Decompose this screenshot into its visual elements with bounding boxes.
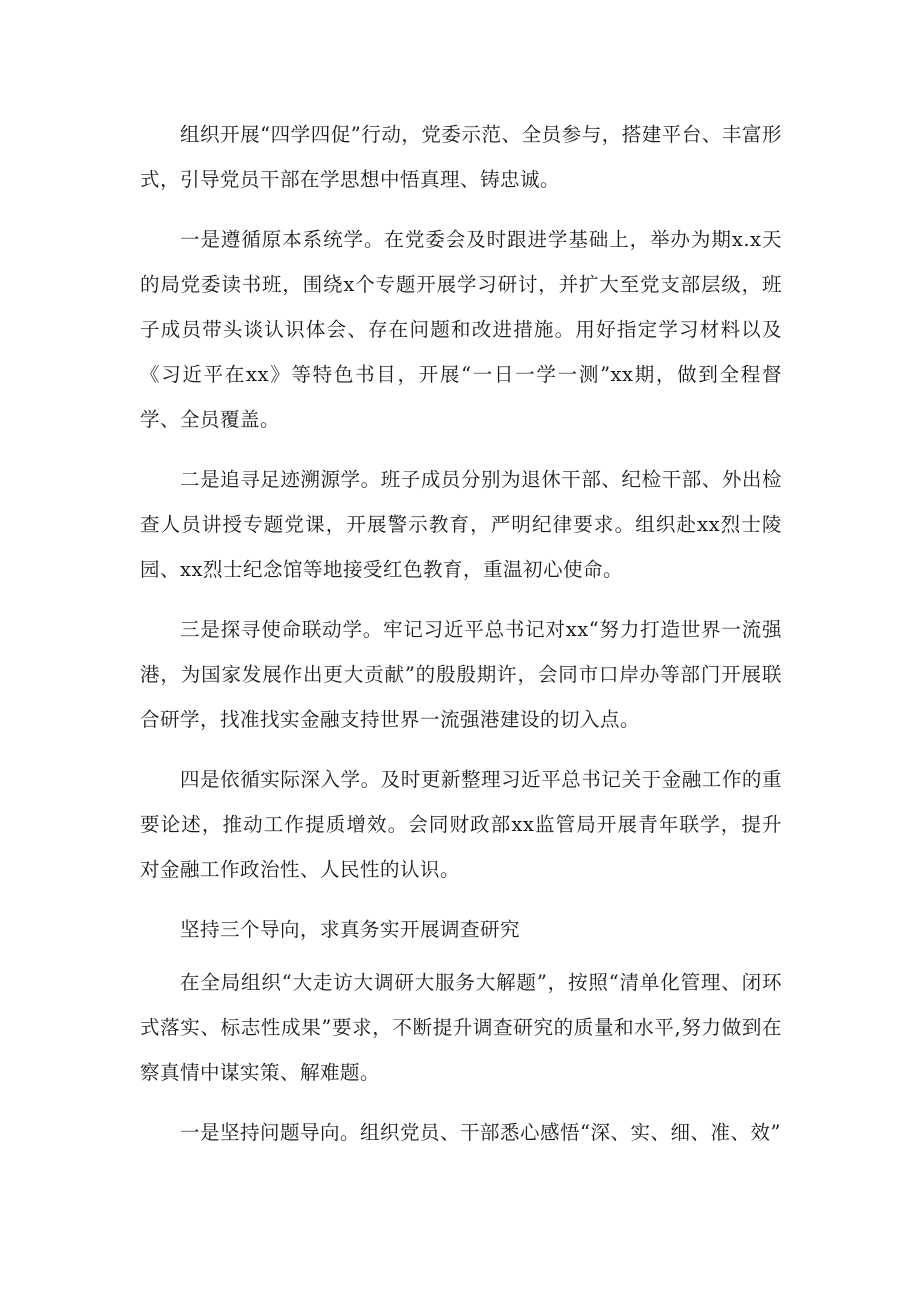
paragraph-point-3: 三是探寻使命联动学。牢记习近平总书记对xx“努力打造世界一流强港，为国家发展作出更大贡献”的殷殷期许，会同市口岸办等部门开展联合研学，找准找实金融支持世界一流强港建设的切入点。 [140, 618, 782, 731]
paragraph-point-2: 二是追寻足迹溯源学。班子成员分别为退休干部、纪检干部、外出检查人员讲授专题党课，开展警示教育，严明纪律要求。组织赴xx烈士陵园、xx烈士纪念馆等地接受红色教育，重温初心使命。 [140, 468, 782, 581]
section-heading: 坚持三个导向，求真务实开展调查研究 [180, 918, 521, 941]
document-body [140, 112, 782, 1170]
paragraph-intro: 组织开展“四学四促”行动，党委示范、全员参与，搭建平台、丰富形式，引导党员干部在学思想中悟真理、铸忠诚。 [140, 123, 782, 191]
paragraph-section-intro: 在全局组织“大走访大调研大服务大解题”，按照“清单化管理、闭环式落实、标志性成果”要求，不断提升调查研究的质量和水平,努力做到在察真情中谋实策、解难题。 [140, 971, 782, 1084]
paragraph-section-point-1: 一是坚持问题导向。组织党员、干部悉心感悟“深、实、细、准、效” [180, 1121, 781, 1144]
paragraph-point-4: 四是依循实际深入学。及时更新整理习近平总书记关于金融工作的重要论述，推动工作提质增效。会同财政部xx监管局开展青年联学，提升对金融工作政治性、人民性的认识。 [140, 768, 782, 881]
paragraph-point-1: 一是遵循原本系统学。在党委会及时跟进学基础上，举办为期x.x天的局党委读书班，围绕x个专题开展学习研讨，并扩大至党支部层级，班子成员带头谈认识体会、存在问题和改进措施。用好指定学习材料以及《习近平在xx》等特色书目，开展“一日一学一测”xx期，做到全程督学、全员覆盖。 [140, 228, 782, 431]
